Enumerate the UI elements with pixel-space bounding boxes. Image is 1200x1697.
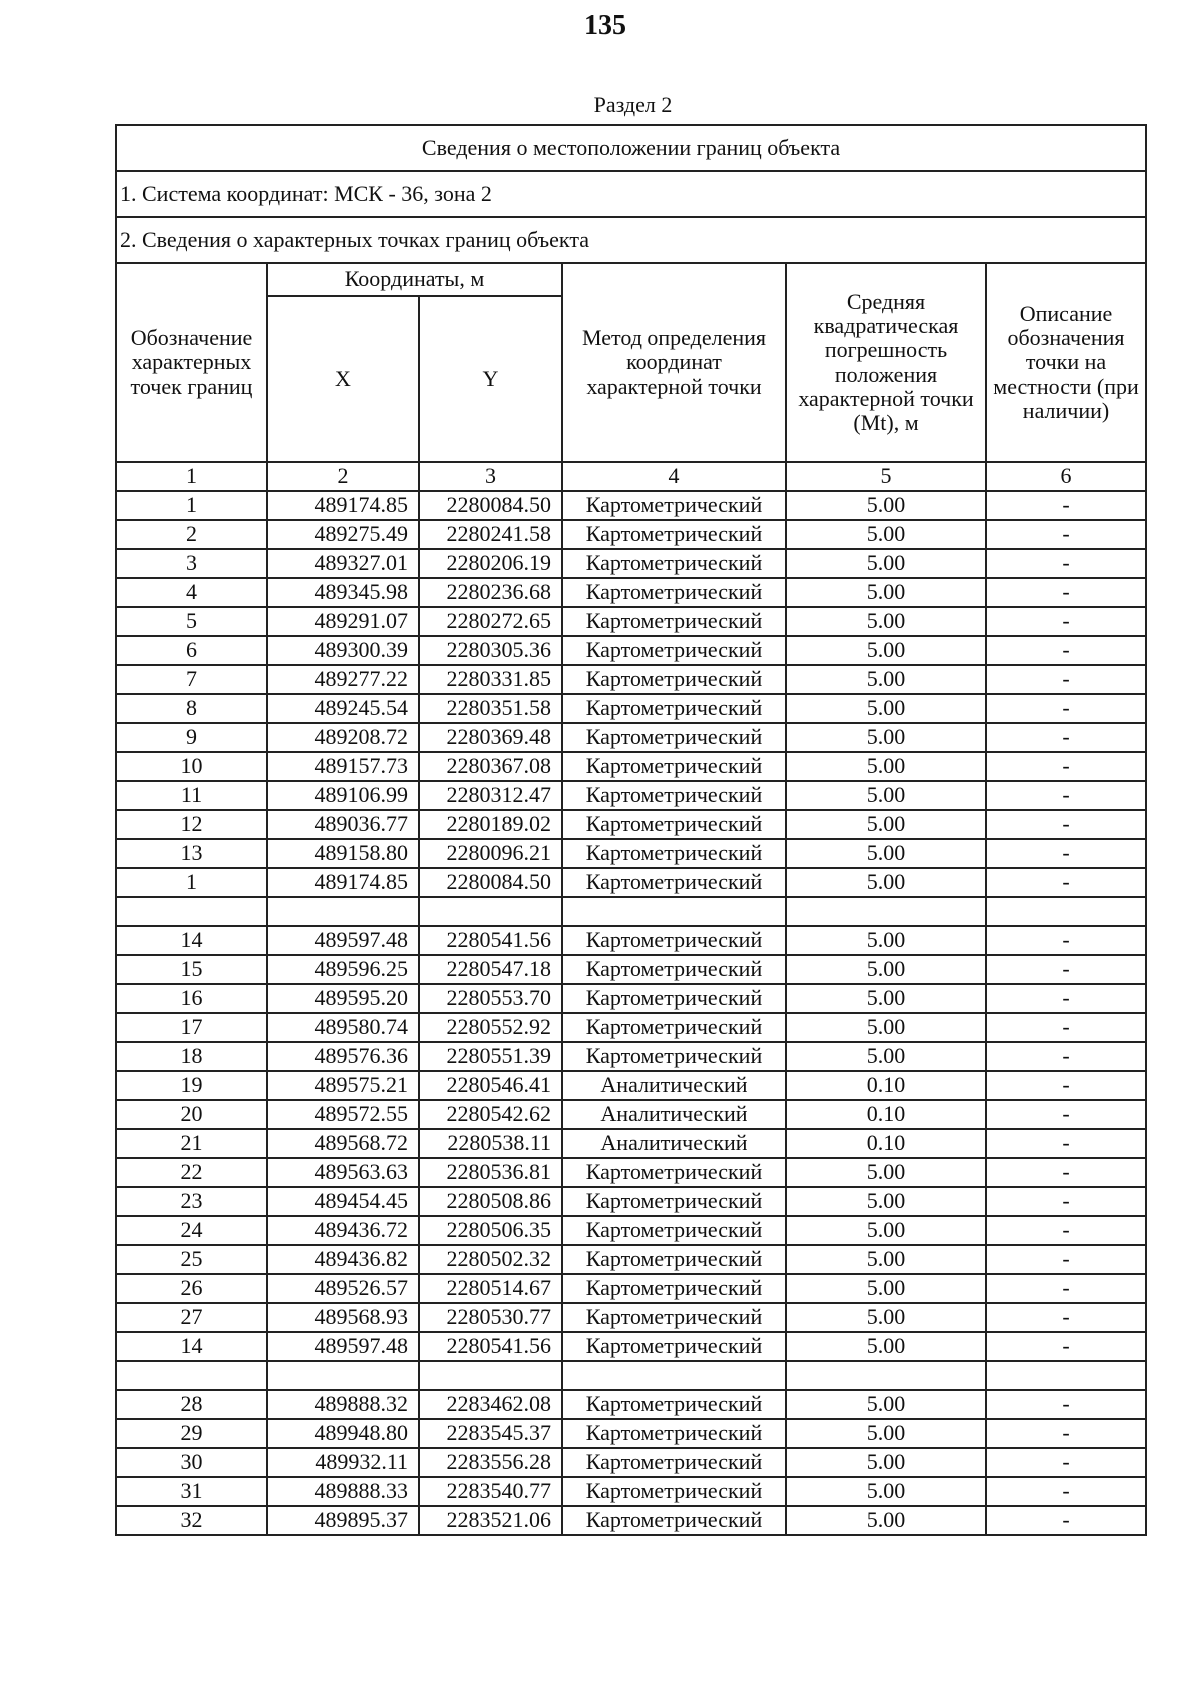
description-cell: - bbox=[986, 752, 1146, 781]
empty-cell bbox=[419, 1361, 562, 1390]
y-coordinate-cell: 2280530.77 bbox=[419, 1303, 562, 1332]
description-cell: - bbox=[986, 810, 1146, 839]
table-row bbox=[116, 1100, 1146, 1129]
empty-cell bbox=[562, 897, 786, 926]
point-number-cell: 1 bbox=[116, 491, 267, 520]
table-row bbox=[116, 1419, 1146, 1448]
point-number-cell: 24 bbox=[116, 1216, 267, 1245]
y-coordinate-cell: 2280084.50 bbox=[419, 491, 562, 520]
description-cell: - bbox=[986, 1129, 1146, 1158]
description-cell: - bbox=[986, 1448, 1146, 1477]
table-row bbox=[116, 810, 1146, 839]
error-cell: 5.00 bbox=[786, 723, 986, 752]
error-cell: 5.00 bbox=[786, 752, 986, 781]
method-cell: Картометрический bbox=[562, 1158, 786, 1187]
y-coordinate-cell: 2283540.77 bbox=[419, 1477, 562, 1506]
point-number-cell: 8 bbox=[116, 694, 267, 723]
error-cell: 5.00 bbox=[786, 607, 986, 636]
table-row bbox=[116, 1245, 1146, 1274]
point-number-cell: 1 bbox=[116, 868, 267, 897]
empty-cell bbox=[267, 1361, 419, 1390]
section-title: Раздел 2 bbox=[593, 92, 673, 117]
error-cell: 5.00 bbox=[786, 491, 986, 520]
point-number-cell: 23 bbox=[116, 1187, 267, 1216]
y-coordinate-cell: 2283556.28 bbox=[419, 1448, 562, 1477]
error-cell: 5.00 bbox=[786, 955, 986, 984]
x-coordinate-cell: 489106.99 bbox=[267, 781, 419, 810]
description-cell: - bbox=[986, 984, 1146, 1013]
x-coordinate-cell: 489596.25 bbox=[267, 955, 419, 984]
x-coordinate-cell: 489158.80 bbox=[267, 839, 419, 868]
table-row bbox=[116, 781, 1146, 810]
error-cell: 5.00 bbox=[786, 1506, 986, 1535]
y-coordinate-cell: 2280542.62 bbox=[419, 1100, 562, 1129]
y-coordinate-cell: 2283521.06 bbox=[419, 1506, 562, 1535]
y-coordinate-cell: 2280206.19 bbox=[419, 549, 562, 578]
table-row bbox=[116, 1158, 1146, 1187]
description-cell: - bbox=[986, 665, 1146, 694]
y-coordinate-cell: 2280331.85 bbox=[419, 665, 562, 694]
point-number-cell: 2 bbox=[116, 520, 267, 549]
method-cell: Картометрический bbox=[562, 491, 786, 520]
x-coordinate-cell: 489888.33 bbox=[267, 1477, 419, 1506]
description-cell: - bbox=[986, 1477, 1146, 1506]
x-coordinate-cell: 489275.49 bbox=[267, 520, 419, 549]
method-cell: Картометрический bbox=[562, 1448, 786, 1477]
empty-cell bbox=[116, 1361, 267, 1390]
error-cell: 5.00 bbox=[786, 1216, 986, 1245]
separator-row bbox=[116, 897, 1146, 926]
description-cell: - bbox=[986, 1419, 1146, 1448]
error-cell: 5.00 bbox=[786, 810, 986, 839]
table-row bbox=[116, 1274, 1146, 1303]
point-number-cell: 26 bbox=[116, 1274, 267, 1303]
point-number-cell: 9 bbox=[116, 723, 267, 752]
column-number: 1 bbox=[116, 462, 267, 491]
point-number-cell: 6 bbox=[116, 636, 267, 665]
y-coordinate-cell: 2280506.35 bbox=[419, 1216, 562, 1245]
points-section-title: 2. Сведения о характерных точках границ объекта bbox=[116, 217, 1146, 263]
x-coordinate-cell: 489436.72 bbox=[267, 1216, 419, 1245]
empty-cell bbox=[116, 897, 267, 926]
point-number-cell: 16 bbox=[116, 984, 267, 1013]
method-cell: Картометрический bbox=[562, 1013, 786, 1042]
y-coordinate-cell: 2280312.47 bbox=[419, 781, 562, 810]
x-coordinate-cell: 489563.63 bbox=[267, 1158, 419, 1187]
column-number: 5 bbox=[786, 462, 986, 491]
error-cell: 0.10 bbox=[786, 1100, 986, 1129]
table-row bbox=[116, 1448, 1146, 1477]
method-cell: Картометрический bbox=[562, 1274, 786, 1303]
description-cell: - bbox=[986, 868, 1146, 897]
table-row bbox=[116, 1187, 1146, 1216]
error-cell: 5.00 bbox=[786, 839, 986, 868]
description-cell: - bbox=[986, 781, 1146, 810]
point-number-cell: 29 bbox=[116, 1419, 267, 1448]
x-coordinate-cell: 489572.55 bbox=[267, 1100, 419, 1129]
description-cell: - bbox=[986, 839, 1146, 868]
header-method: Метод определения координат характерной точки bbox=[562, 263, 786, 462]
error-cell: 5.00 bbox=[786, 578, 986, 607]
point-number-cell: 11 bbox=[116, 781, 267, 810]
point-number-cell: 25 bbox=[116, 1245, 267, 1274]
empty-cell bbox=[786, 1361, 986, 1390]
x-coordinate-cell: 489036.77 bbox=[267, 810, 419, 839]
y-coordinate-cell: 2280547.18 bbox=[419, 955, 562, 984]
method-cell: Картометрический bbox=[562, 1390, 786, 1419]
header-description: Описание обозначения точки на местности (при наличии) bbox=[986, 263, 1146, 462]
error-cell: 5.00 bbox=[786, 1158, 986, 1187]
method-cell: Аналитический bbox=[562, 1071, 786, 1100]
point-number-cell: 5 bbox=[116, 607, 267, 636]
error-cell: 5.00 bbox=[786, 868, 986, 897]
table-row bbox=[116, 549, 1146, 578]
y-coordinate-cell: 2280551.39 bbox=[419, 1042, 562, 1071]
table-row bbox=[116, 578, 1146, 607]
point-number-cell: 18 bbox=[116, 1042, 267, 1071]
y-coordinate-cell: 2280351.58 bbox=[419, 694, 562, 723]
header-x: X bbox=[267, 296, 419, 462]
description-cell: - bbox=[986, 723, 1146, 752]
header-point-designation: Обозначение характерных точек границ bbox=[116, 263, 267, 462]
y-coordinate-cell: 2280272.65 bbox=[419, 607, 562, 636]
x-coordinate-cell: 489895.37 bbox=[267, 1506, 419, 1535]
table-caption: Сведения о местоположении границ объекта bbox=[116, 125, 1146, 171]
table-row bbox=[116, 520, 1146, 549]
point-number-cell: 21 bbox=[116, 1129, 267, 1158]
x-coordinate-cell: 489597.48 bbox=[267, 1332, 419, 1361]
column-number: 6 bbox=[986, 462, 1146, 491]
point-number-cell: 10 bbox=[116, 752, 267, 781]
method-cell: Картометрический bbox=[562, 694, 786, 723]
empty-cell bbox=[419, 897, 562, 926]
method-cell: Картометрический bbox=[562, 1303, 786, 1332]
x-coordinate-cell: 489595.20 bbox=[267, 984, 419, 1013]
table-row bbox=[116, 868, 1146, 897]
method-cell: Картометрический bbox=[562, 1187, 786, 1216]
method-cell: Картометрический bbox=[562, 520, 786, 549]
table-row bbox=[116, 491, 1146, 520]
y-coordinate-cell: 2280514.67 bbox=[419, 1274, 562, 1303]
description-cell: - bbox=[986, 636, 1146, 665]
description-cell: - bbox=[986, 578, 1146, 607]
description-cell: - bbox=[986, 1390, 1146, 1419]
method-cell: Картометрический bbox=[562, 926, 786, 955]
error-cell: 5.00 bbox=[786, 1042, 986, 1071]
y-coordinate-cell: 2283545.37 bbox=[419, 1419, 562, 1448]
table-row bbox=[116, 1390, 1146, 1419]
y-coordinate-cell: 2280241.58 bbox=[419, 520, 562, 549]
table-row bbox=[116, 1071, 1146, 1100]
error-cell: 5.00 bbox=[786, 665, 986, 694]
method-cell: Картометрический bbox=[562, 1419, 786, 1448]
table-row bbox=[116, 1216, 1146, 1245]
error-cell: 5.00 bbox=[786, 1390, 986, 1419]
y-coordinate-cell: 2280305.36 bbox=[419, 636, 562, 665]
x-coordinate-cell: 489277.22 bbox=[267, 665, 419, 694]
x-coordinate-cell: 489948.80 bbox=[267, 1419, 419, 1448]
point-number-cell: 12 bbox=[116, 810, 267, 839]
method-cell: Картометрический bbox=[562, 665, 786, 694]
method-cell: Картометрический bbox=[562, 810, 786, 839]
point-number-cell: 14 bbox=[116, 1332, 267, 1361]
point-number-cell: 15 bbox=[116, 955, 267, 984]
error-cell: 5.00 bbox=[786, 1245, 986, 1274]
method-cell: Картометрический bbox=[562, 549, 786, 578]
method-cell: Картометрический bbox=[562, 781, 786, 810]
x-coordinate-cell: 489568.72 bbox=[267, 1129, 419, 1158]
x-coordinate-cell: 489526.57 bbox=[267, 1274, 419, 1303]
x-coordinate-cell: 489454.45 bbox=[267, 1187, 419, 1216]
empty-cell bbox=[986, 897, 1146, 926]
method-cell: Картометрический bbox=[562, 607, 786, 636]
x-coordinate-cell: 489888.32 bbox=[267, 1390, 419, 1419]
coordinate-system: 1. Система координат: МСК - 36, зона 2 bbox=[116, 171, 1146, 217]
column-number: 4 bbox=[562, 462, 786, 491]
point-number-cell: 31 bbox=[116, 1477, 267, 1506]
header-error: Средняя квадратическая погрешность положения характерной точки (Mt), м bbox=[786, 263, 986, 462]
description-cell: - bbox=[986, 1245, 1146, 1274]
point-number-cell: 17 bbox=[116, 1013, 267, 1042]
point-number-cell: 20 bbox=[116, 1100, 267, 1129]
x-coordinate-cell: 489291.07 bbox=[267, 607, 419, 636]
empty-cell bbox=[786, 897, 986, 926]
y-coordinate-cell: 2280536.81 bbox=[419, 1158, 562, 1187]
x-coordinate-cell: 489300.39 bbox=[267, 636, 419, 665]
y-coordinate-cell: 2280552.92 bbox=[419, 1013, 562, 1042]
x-coordinate-cell: 489932.11 bbox=[267, 1448, 419, 1477]
method-cell: Картометрический bbox=[562, 868, 786, 897]
description-cell: - bbox=[986, 1042, 1146, 1071]
y-coordinate-cell: 2283462.08 bbox=[419, 1390, 562, 1419]
header-y: Y bbox=[419, 296, 562, 462]
description-cell: - bbox=[986, 694, 1146, 723]
description-cell: - bbox=[986, 1071, 1146, 1100]
error-cell: 5.00 bbox=[786, 549, 986, 578]
error-cell: 5.00 bbox=[786, 636, 986, 665]
table-row bbox=[116, 1013, 1146, 1042]
table-row bbox=[116, 1042, 1146, 1071]
method-cell: Аналитический bbox=[562, 1129, 786, 1158]
error-cell: 5.00 bbox=[786, 926, 986, 955]
empty-cell bbox=[267, 897, 419, 926]
error-cell: 5.00 bbox=[786, 781, 986, 810]
description-cell: - bbox=[986, 1274, 1146, 1303]
description-cell: - bbox=[986, 1100, 1146, 1129]
description-cell: - bbox=[986, 491, 1146, 520]
x-coordinate-cell: 489580.74 bbox=[267, 1013, 419, 1042]
description-cell: - bbox=[986, 1332, 1146, 1361]
point-number-cell: 13 bbox=[116, 839, 267, 868]
x-coordinate-cell: 489174.85 bbox=[267, 868, 419, 897]
table-row bbox=[116, 636, 1146, 665]
error-cell: 5.00 bbox=[786, 1332, 986, 1361]
error-cell: 5.00 bbox=[786, 1187, 986, 1216]
table-row bbox=[116, 1506, 1146, 1535]
method-cell: Картометрический bbox=[562, 1332, 786, 1361]
y-coordinate-cell: 2280538.11 bbox=[419, 1129, 562, 1158]
table-row bbox=[116, 839, 1146, 868]
x-coordinate-cell: 489597.48 bbox=[267, 926, 419, 955]
table-row bbox=[116, 1129, 1146, 1158]
method-cell: Картометрический bbox=[562, 1042, 786, 1071]
point-number-cell: 32 bbox=[116, 1506, 267, 1535]
table-row bbox=[116, 1332, 1146, 1361]
description-cell: - bbox=[986, 1158, 1146, 1187]
point-number-cell: 30 bbox=[116, 1448, 267, 1477]
method-cell: Картометрический bbox=[562, 1216, 786, 1245]
error-cell: 0.10 bbox=[786, 1071, 986, 1100]
method-cell: Картометрический bbox=[562, 1506, 786, 1535]
method-cell: Картометрический bbox=[562, 984, 786, 1013]
table-row bbox=[116, 984, 1146, 1013]
x-coordinate-cell: 489174.85 bbox=[267, 491, 419, 520]
description-cell: - bbox=[986, 1187, 1146, 1216]
description-cell: - bbox=[986, 1216, 1146, 1245]
y-coordinate-cell: 2280236.68 bbox=[419, 578, 562, 607]
description-cell: - bbox=[986, 1303, 1146, 1332]
method-cell: Картометрический bbox=[562, 839, 786, 868]
table-row bbox=[116, 694, 1146, 723]
error-cell: 5.00 bbox=[786, 1013, 986, 1042]
table-row bbox=[116, 665, 1146, 694]
separator-row bbox=[116, 1361, 1146, 1390]
error-cell: 5.00 bbox=[786, 520, 986, 549]
y-coordinate-cell: 2280367.08 bbox=[419, 752, 562, 781]
description-cell: - bbox=[986, 549, 1146, 578]
point-number-cell: 4 bbox=[116, 578, 267, 607]
error-cell: 5.00 bbox=[786, 1419, 986, 1448]
y-coordinate-cell: 2280546.41 bbox=[419, 1071, 562, 1100]
x-coordinate-cell: 489157.73 bbox=[267, 752, 419, 781]
point-number-cell: 14 bbox=[116, 926, 267, 955]
method-cell: Картометрический bbox=[562, 578, 786, 607]
error-cell: 5.00 bbox=[786, 984, 986, 1013]
x-coordinate-cell: 489327.01 bbox=[267, 549, 419, 578]
method-cell: Картометрический bbox=[562, 1245, 786, 1274]
table-row bbox=[116, 752, 1146, 781]
method-cell: Картометрический bbox=[562, 1477, 786, 1506]
error-cell: 0.10 bbox=[786, 1129, 986, 1158]
y-coordinate-cell: 2280084.50 bbox=[419, 868, 562, 897]
method-cell: Аналитический bbox=[562, 1100, 786, 1129]
error-cell: 5.00 bbox=[786, 1303, 986, 1332]
description-cell: - bbox=[986, 520, 1146, 549]
page-number: 135 bbox=[584, 10, 626, 41]
table-row bbox=[116, 1477, 1146, 1506]
point-number-cell: 19 bbox=[116, 1071, 267, 1100]
error-cell: 5.00 bbox=[786, 694, 986, 723]
table-row bbox=[116, 926, 1146, 955]
x-coordinate-cell: 489208.72 bbox=[267, 723, 419, 752]
point-number-cell: 22 bbox=[116, 1158, 267, 1187]
description-cell: - bbox=[986, 1013, 1146, 1042]
error-cell: 5.00 bbox=[786, 1274, 986, 1303]
table-row bbox=[116, 1303, 1146, 1332]
y-coordinate-cell: 2280553.70 bbox=[419, 984, 562, 1013]
description-cell: - bbox=[986, 1506, 1146, 1535]
point-number-cell: 7 bbox=[116, 665, 267, 694]
boundary-points-table bbox=[115, 124, 1147, 1536]
description-cell: - bbox=[986, 607, 1146, 636]
x-coordinate-cell: 489436.82 bbox=[267, 1245, 419, 1274]
method-cell: Картометрический bbox=[562, 723, 786, 752]
x-coordinate-cell: 489345.98 bbox=[267, 578, 419, 607]
point-number-cell: 27 bbox=[116, 1303, 267, 1332]
table-row bbox=[116, 955, 1146, 984]
table-row bbox=[116, 723, 1146, 752]
empty-cell bbox=[562, 1361, 786, 1390]
description-cell: - bbox=[986, 926, 1146, 955]
column-number: 3 bbox=[419, 462, 562, 491]
column-number: 2 bbox=[267, 462, 419, 491]
y-coordinate-cell: 2280369.48 bbox=[419, 723, 562, 752]
y-coordinate-cell: 2280189.02 bbox=[419, 810, 562, 839]
header-coordinates: Координаты, м bbox=[267, 263, 562, 296]
y-coordinate-cell: 2280096.21 bbox=[419, 839, 562, 868]
point-number-cell: 28 bbox=[116, 1390, 267, 1419]
empty-cell bbox=[986, 1361, 1146, 1390]
table-row bbox=[116, 607, 1146, 636]
error-cell: 5.00 bbox=[786, 1477, 986, 1506]
y-coordinate-cell: 2280541.56 bbox=[419, 926, 562, 955]
x-coordinate-cell: 489576.36 bbox=[267, 1042, 419, 1071]
y-coordinate-cell: 2280508.86 bbox=[419, 1187, 562, 1216]
method-cell: Картометрический bbox=[562, 636, 786, 665]
column-number-row bbox=[116, 462, 1146, 491]
x-coordinate-cell: 489245.54 bbox=[267, 694, 419, 723]
y-coordinate-cell: 2280541.56 bbox=[419, 1332, 562, 1361]
method-cell: Картометрический bbox=[562, 955, 786, 984]
y-coordinate-cell: 2280502.32 bbox=[419, 1245, 562, 1274]
x-coordinate-cell: 489568.93 bbox=[267, 1303, 419, 1332]
point-number-cell: 3 bbox=[116, 549, 267, 578]
method-cell: Картометрический bbox=[562, 752, 786, 781]
x-coordinate-cell: 489575.21 bbox=[267, 1071, 419, 1100]
description-cell: - bbox=[986, 955, 1146, 984]
error-cell: 5.00 bbox=[786, 1448, 986, 1477]
